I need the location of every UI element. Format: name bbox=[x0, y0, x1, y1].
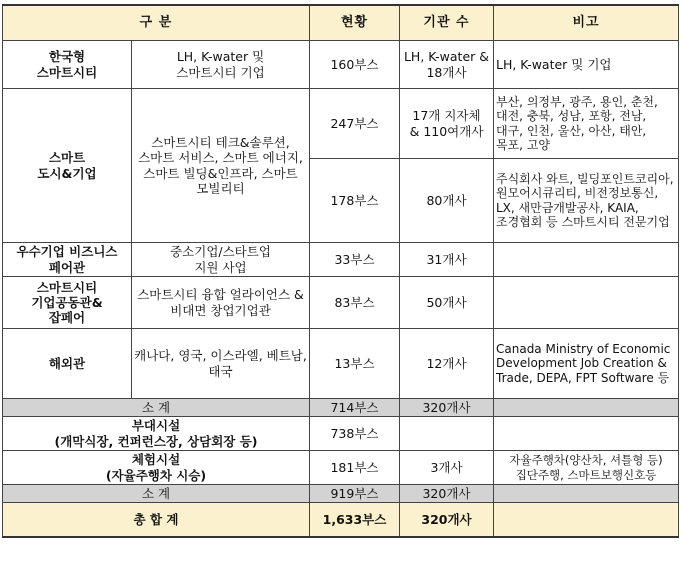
row-count: 17개 지자체 & 110여개사 bbox=[400, 89, 494, 159]
row-category: 부대시설 (개막식장, 컨퍼런스장, 상담회장 등) bbox=[3, 417, 310, 451]
grand-total-status: 1,633부스 bbox=[310, 503, 400, 538]
table-row bbox=[3, 243, 679, 277]
row-status: 83부스 bbox=[310, 277, 400, 329]
table-row bbox=[3, 41, 679, 89]
row-note: Canada Ministry of Economic Development Job Creation & Trade, DEPA, FPT Software 등 bbox=[494, 329, 679, 399]
exhibition-summary-table bbox=[2, 4, 679, 538]
subtotal-label: 소 계 bbox=[3, 485, 310, 503]
subtotal-label: 소 계 bbox=[3, 399, 310, 417]
row-category: 우수기업 비즈니스 페어관 bbox=[3, 243, 132, 277]
row-status: 13부스 bbox=[310, 329, 400, 399]
subtotal-note bbox=[494, 399, 679, 417]
table-row bbox=[3, 417, 679, 451]
row-description: LH, K-water 및 스마트시티 기업 bbox=[132, 41, 310, 89]
subtotal-row bbox=[3, 399, 679, 417]
subtotal-count: 320개사 bbox=[400, 399, 494, 417]
row-count: 12개사 bbox=[400, 329, 494, 399]
row-category: 한국형 스마트시티 bbox=[3, 41, 132, 89]
row-status: 178부스 bbox=[310, 159, 400, 243]
table-row bbox=[3, 89, 679, 159]
row-status: 247부스 bbox=[310, 89, 400, 159]
row-category: 스마트 도시&기업 bbox=[3, 89, 132, 243]
row-note bbox=[494, 417, 679, 451]
header-count: 기관 수 bbox=[400, 5, 494, 41]
subtotal-row bbox=[3, 485, 679, 503]
grand-total-row bbox=[3, 503, 679, 538]
subtotal-count: 320개사 bbox=[400, 485, 494, 503]
row-status: 738부스 bbox=[310, 417, 400, 451]
row-note bbox=[494, 243, 679, 277]
row-description: 스마트시티 융합 얼라이언스 & 비대면 창업기업관 bbox=[132, 277, 310, 329]
table-row bbox=[3, 451, 679, 485]
row-status: 160부스 bbox=[310, 41, 400, 89]
row-category: 체험시설 (자율주행차 시승) bbox=[3, 451, 310, 485]
row-note bbox=[494, 277, 679, 329]
row-count: 80개사 bbox=[400, 159, 494, 243]
row-count: 50개사 bbox=[400, 277, 494, 329]
grand-total-count: 320개사 bbox=[400, 503, 494, 538]
subtotal-note bbox=[494, 485, 679, 503]
row-count: LH, K-water & 18개사 bbox=[400, 41, 494, 89]
header-note: 비고 bbox=[494, 5, 679, 41]
table-row bbox=[3, 277, 679, 329]
table-header-row bbox=[3, 5, 679, 41]
row-category: 스마트시티 기업공동관& 잡페어 bbox=[3, 277, 132, 329]
row-description: 중소기업/스타트업 지원 사업 bbox=[132, 243, 310, 277]
row-description: 캐나다, 영국, 이스라엘, 베트남, 태국 bbox=[132, 329, 310, 399]
row-count: 31개사 bbox=[400, 243, 494, 277]
row-count: 3개사 bbox=[400, 451, 494, 485]
row-note: 자율주행차(양산차, 셔틀형 등) 집단주행, 스마트보행신호등 bbox=[494, 451, 679, 485]
header-category: 구 분 bbox=[3, 5, 310, 41]
subtotal-status: 714부스 bbox=[310, 399, 400, 417]
row-description: 스마트시티 테크&솔루션, 스마트 서비스, 스마트 에너지, 스마트 빌딩&인프라, 스마트 모빌리티 bbox=[132, 89, 310, 243]
grand-total-note bbox=[494, 503, 679, 538]
row-status: 33부스 bbox=[310, 243, 400, 277]
row-note: 주식회사 와트, 빌딩포인트코리아, 원모어시큐리티, 비전정보통신, LX, 새만금개발공사, KAIA, 조경협회 등 스마트시티 전문기업 bbox=[494, 159, 679, 243]
subtotal-status: 919부스 bbox=[310, 485, 400, 503]
table-row bbox=[3, 329, 679, 399]
row-note: LH, K-water 및 기업 bbox=[494, 41, 679, 89]
row-status: 181부스 bbox=[310, 451, 400, 485]
header-status: 현황 bbox=[310, 5, 400, 41]
row-count bbox=[400, 417, 494, 451]
row-category: 해외관 bbox=[3, 329, 132, 399]
row-note: 부산, 의정부, 광주, 용인, 춘천, 대전, 충북, 성남, 포항, 전남, 대구, 인천, 울산, 아산, 태안, 목포, 고양 bbox=[494, 89, 679, 159]
grand-total-label: 총 합 계 bbox=[3, 503, 310, 538]
